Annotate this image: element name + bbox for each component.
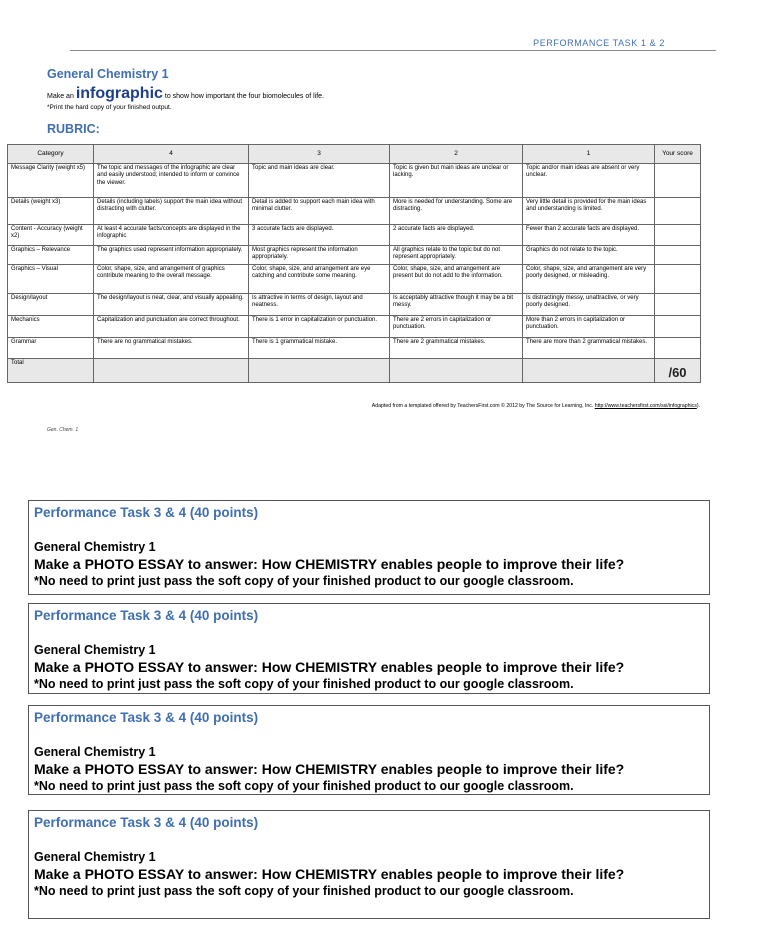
rubric-row — [8, 225, 701, 246]
row-level-4: At least 4 accurate facts/concepts are displayed in the infographic — [94, 225, 249, 246]
row-level-1: Is distractingly messy, unattractive, or very poorly designed. — [523, 294, 655, 316]
task-title: Performance Task 3 & 4 (40 points) — [34, 710, 259, 725]
row-level-4: Capitalization and punctuation are correct throughout. — [94, 316, 249, 338]
row-level-2: More is needed for understanding. Some are distracting. — [390, 198, 523, 225]
row-score-field[interactable] — [655, 294, 701, 316]
task-note: *No need to print just pass the soft copy of your finished product to our google classroom. — [34, 779, 574, 793]
rubric-row — [8, 316, 701, 338]
row-score-field[interactable] — [655, 164, 701, 198]
rubric-row — [8, 198, 701, 225]
attribution-text: Adapted from a templated offered by TeachersFirst.com © 2012 by The Source for Learning, Inc. — [371, 403, 594, 409]
row-category: Details (weight x3) — [8, 198, 94, 225]
header-level-4: 4 — [94, 145, 249, 164]
rubric-row — [8, 164, 701, 198]
task-question: Make a PHOTO ESSAY to answer: How CHEMISTRY enables people to improve their life? — [34, 761, 625, 777]
row-level-4: The graphics used represent information appropriately. — [94, 246, 249, 265]
row-level-1: Fewer than 2 accurate facts are displayed. — [523, 225, 655, 246]
row-level-1: There are more than 2 grammatical mistakes. — [523, 338, 655, 359]
header-divider — [70, 50, 716, 51]
row-level-1: More than 2 errors in capitalization or punctuation. — [523, 316, 655, 338]
row-level-2: Is acceptably attractive though it may be a bit messy. — [390, 294, 523, 316]
row-category: Message Clarity (weight x5) — [8, 164, 94, 198]
row-category: Graphics – Relevance — [8, 246, 94, 265]
task-subtitle: General Chemistry 1 — [34, 745, 156, 759]
row-level-3: Is attractive in terms of design, layout and neatness. — [249, 294, 390, 316]
task-subtitle: General Chemistry 1 — [34, 643, 156, 657]
total-label: Total — [8, 359, 94, 383]
total-empty-cell — [94, 359, 249, 383]
rubric-row — [8, 338, 701, 359]
task-subtitle: General Chemistry 1 — [34, 540, 156, 554]
row-level-2: 2 accurate facts are displayed. — [390, 225, 523, 246]
row-category: Grammar — [8, 338, 94, 359]
rubric-header-row — [8, 145, 701, 164]
row-level-3: There is 1 error in capitalization or punctuation. — [249, 316, 390, 338]
total-empty-cell — [523, 359, 655, 383]
header-level-2: 2 — [390, 145, 523, 164]
row-level-3: Color, shape, size, and arrangement are eye catching and contribute some meaning. — [249, 265, 390, 294]
task-title: Performance Task 3 & 4 (40 points) — [34, 815, 259, 830]
header-your-score: Your score — [655, 145, 701, 164]
row-level-4: The topic and messages of the infographic are clear and easily understood; intended to inform or convince the viewer. — [94, 164, 249, 198]
row-level-2: There are 2 grammatical mistakes. — [390, 338, 523, 359]
attribution-link[interactable]: http://www.teachersfirst.com/ssi/infographics — [594, 403, 697, 409]
row-level-1: Very little detail is provided for the main ideas and understanding is limited. — [523, 198, 655, 225]
row-level-3: Most graphics represent the information appropriately. — [249, 246, 390, 265]
row-category: Design/layout — [8, 294, 94, 316]
row-category: Content - Accuracy (weight x2) — [8, 225, 94, 246]
row-level-4: The design/layout is neat, clear, and visually appealing. — [94, 294, 249, 316]
row-level-1: Topic and/or main ideas are absent or very unclear. — [523, 164, 655, 198]
rubric-table — [7, 144, 701, 383]
row-score-field[interactable] — [655, 338, 701, 359]
header-level-3: 3 — [249, 145, 390, 164]
row-level-2: All graphics relate to the topic but do not represent appropriately. — [390, 246, 523, 265]
row-category: Mechanics — [8, 316, 94, 338]
row-score-field[interactable] — [655, 316, 701, 338]
row-level-4: There are no grammatical mistakes. — [94, 338, 249, 359]
row-level-4: Details (including labels) support the main idea without distracting with clutter. — [94, 198, 249, 225]
row-score-field[interactable] — [655, 198, 701, 225]
footer-course-label: Gen. Chem. 1 — [47, 427, 79, 433]
total-empty-cell — [390, 359, 523, 383]
total-score: /60 — [655, 359, 701, 383]
row-level-3: Detail is added to support each main idea with minimal clutter. — [249, 198, 390, 225]
task-note: *No need to print just pass the soft copy of your finished product to our google classroom. — [34, 884, 574, 898]
row-level-2: Topic is given but main ideas are unclear or lacking. — [390, 164, 523, 198]
attribution — [372, 403, 700, 409]
row-level-4: Color, shape, size, and arrangement of graphics contribute meaning to the overall message. — [94, 265, 249, 294]
task-box — [28, 705, 710, 795]
page-header-title: PERFORMANCE TASK 1 & 2 — [533, 38, 665, 48]
task-subtitle: General Chemistry 1 — [34, 850, 156, 864]
rubric-row — [8, 265, 701, 294]
task-box — [28, 603, 710, 694]
row-level-2: Color, shape, size, and arrangement are present but do not add to the information. — [390, 265, 523, 294]
instruction-suffix: to show how important the four biomolecules of life. — [164, 93, 325, 100]
row-score-field[interactable] — [655, 246, 701, 265]
task-question: Make a PHOTO ESSAY to answer: How CHEMISTRY enables people to improve their life? — [34, 556, 625, 572]
task-note: *No need to print just pass the soft copy of your finished product to our google classroom. — [34, 677, 574, 691]
row-category: Graphics – Visual — [8, 265, 94, 294]
row-score-field[interactable] — [655, 225, 701, 246]
task-title: Performance Task 3 & 4 (40 points) — [34, 608, 259, 623]
row-level-3: Topic and main ideas are clear. — [249, 164, 390, 198]
row-level-1: Graphics do not relate to the topic. — [523, 246, 655, 265]
task-question: Make a PHOTO ESSAY to answer: How CHEMISTRY enables people to improve their life? — [34, 659, 625, 675]
instruction-line — [47, 85, 324, 103]
header-category: Category — [8, 145, 94, 164]
print-note: *Print the hard copy of your finished output. — [47, 104, 172, 111]
instruction-prefix: Make an — [47, 93, 74, 100]
rubric-row — [8, 246, 701, 265]
row-level-3: 3 accurate facts are displayed. — [249, 225, 390, 246]
row-level-3: There is 1 grammatical mistake. — [249, 338, 390, 359]
row-score-field[interactable] — [655, 265, 701, 294]
rubric-heading: RUBRIC: — [47, 122, 100, 136]
document-title: General Chemistry 1 — [47, 67, 169, 81]
task-title: Performance Task 3 & 4 (40 points) — [34, 505, 259, 520]
rubric-row — [8, 294, 701, 316]
task-question: Make a PHOTO ESSAY to answer: How CHEMISTRY enables people to improve their life? — [34, 866, 625, 882]
row-level-1: Color, shape, size, and arrangement are very poorly designed, or misleading. — [523, 265, 655, 294]
task-note: *No need to print just pass the soft copy of your finished product to our google classroom. — [34, 574, 574, 588]
total-empty-cell — [249, 359, 390, 383]
rubric-total-row — [8, 359, 701, 383]
instruction-keyword: infographic — [75, 85, 163, 102]
attribution-tail: ). — [696, 403, 700, 409]
task-box — [28, 810, 710, 919]
row-level-2: There are 2 errors in capitalization or punctuation. — [390, 316, 523, 338]
task-box — [28, 500, 710, 595]
header-level-1: 1 — [523, 145, 655, 164]
